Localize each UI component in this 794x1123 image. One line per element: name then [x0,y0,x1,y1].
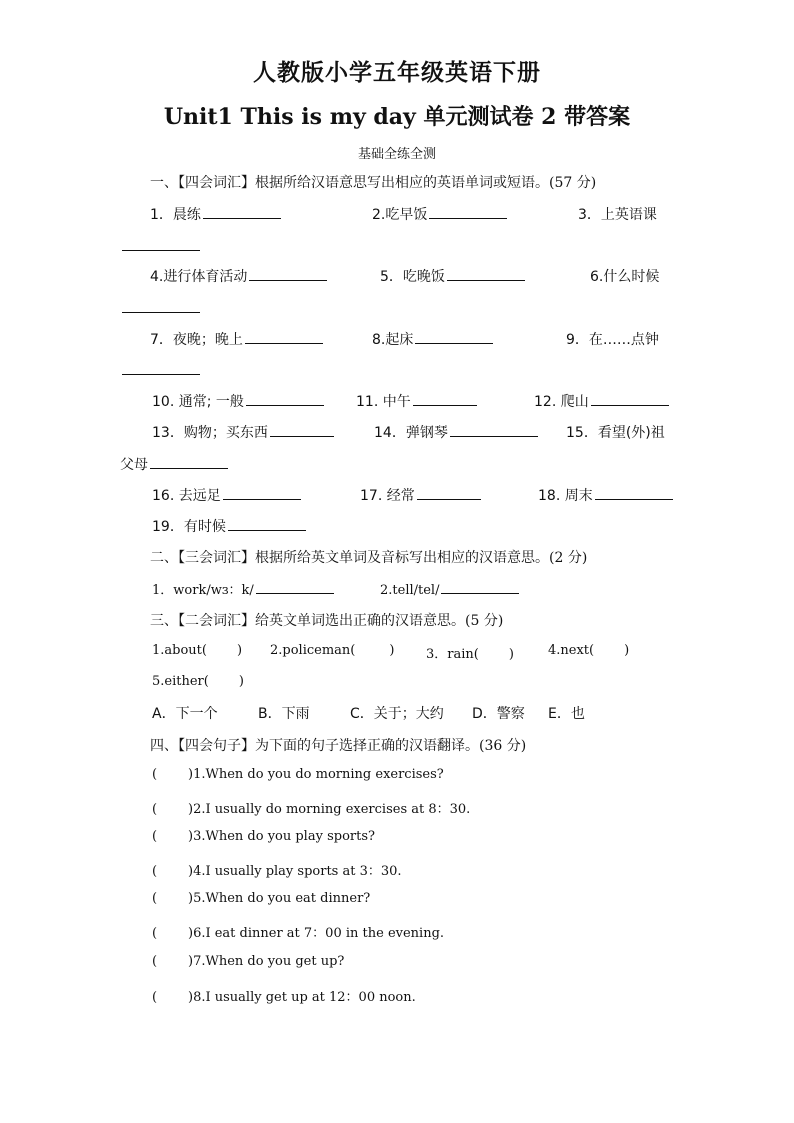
answer-slot[interactable]: ( [152,864,158,879]
answer-blank[interactable] [417,485,481,500]
vocab-item-2: 2.吃早饭 [372,204,507,224]
answer-slot[interactable]: ( [152,891,158,906]
answer-slot[interactable]: ( [152,990,158,1005]
answer-blank[interactable] [245,329,323,344]
answer-slot[interactable]: ( [152,767,158,782]
answer-blank[interactable] [441,579,519,594]
answer-blank[interactable] [413,391,477,406]
vocab-item-6: 6.什么时候 [590,269,660,285]
option-a: A．下一个 [152,706,218,722]
vocab-item-19: 19．有时候 [152,516,306,536]
answer-blank[interactable] [203,204,281,219]
vocab-item-3-blank [120,236,200,255]
answer-blank[interactable] [122,298,200,313]
option-c: C．关于；大约 [350,706,444,722]
sentence-question: ( )8.I usually get up at 12：00 noon. [152,990,416,1005]
vocab-item-18: 18. 周末 [538,485,673,505]
answer-blank[interactable] [246,391,324,406]
vocab-item-15-cont: 父母 [120,454,228,474]
match-item-5: 5.either( ) [152,674,244,689]
vocab-item-13: 13．购物；买东西 [152,422,334,442]
sentence-question: ( )6.I eat dinner at 7：00 in the evening. [152,926,445,941]
answer-slot[interactable]: ( [152,954,158,969]
vocab-item-8: 8.起床 [372,329,493,349]
section3-heading [150,610,503,630]
match-item-3: 3．rain( ) [426,647,514,662]
answer-blank[interactable] [450,422,538,437]
answer-slot[interactable]: ( [152,802,158,817]
phonetic-item-2: 2.tell/tel/ [380,579,519,598]
answer-blank[interactable] [223,485,301,500]
vocab-item-12: 12. 爬山 [534,391,669,411]
section2-heading [150,547,587,567]
match-item-4: 4.next( ) [548,643,630,658]
answer-blank[interactable] [591,391,669,406]
section3-heading-text: 三、【二会词汇】给英文单词选出正确的汉语意思。 [150,613,465,629]
section1-heading-text: 一、【四会词汇】根据所给汉语意思写出相应的英语单词或短语。 [150,175,549,191]
vocab-item-5: 5．吃晚饭 [380,266,525,286]
section2-heading-text: 二、【三会词汇】根据所给英文单词及音标写出相应的汉语意思。 [150,550,549,566]
vocab-item-9-blank [120,360,200,379]
section4-heading-text: 四、【四会句子】为下面的句子选择正确的汉语翻译。 [150,738,479,754]
vocab-item-6-blank [120,298,200,317]
vocab-item-10: 10. 通常; 一般 [152,391,324,411]
page-title: 人教版小学五年级英语下册 [253,60,541,86]
match-item-1: 1.about( ) [152,643,243,658]
vocab-item-3: 3．上英语课 [578,207,657,223]
match-item-2: 2.policeman( ) [270,643,395,658]
sentence-question: ( )7.When do you get up? [152,954,345,969]
option-e: E．也 [548,706,585,722]
answer-blank[interactable] [122,236,200,251]
answer-blank[interactable] [595,485,673,500]
answer-blank[interactable] [150,454,228,469]
unit-title: Unit1 This is my day 单元测试卷 2 带答案 [163,104,631,130]
section2-score: (2 分) [549,550,588,566]
vocab-item-14: 14．弹钢琴 [374,422,538,442]
vocab-item-9: 9．在……点钟 [566,332,659,348]
answer-blank[interactable] [122,360,200,375]
section3-score: (5 分) [465,613,504,629]
section1-score: (57 分) [549,175,597,191]
answer-blank[interactable] [249,266,327,281]
vocab-item-1: 1．晨练 [150,204,281,224]
vocab-item-17: 17. 经常 [360,485,481,505]
answer-blank[interactable] [256,579,334,594]
vocab-item-15: 15．看望(外)祖 [566,425,665,441]
vocab-item-4: 4.进行体育活动 [150,266,327,286]
section1-heading [150,172,596,192]
answer-blank[interactable] [228,516,306,531]
answer-blank[interactable] [270,422,334,437]
sentence-question: ( )5.When do you eat dinner? [152,891,371,906]
answer-blank[interactable] [429,204,507,219]
vocab-item-11: 11. 中午 [356,391,477,411]
phonetic-item-1: 1．work/wɜ：k/ [152,579,334,598]
answer-slot[interactable]: ( [152,926,158,941]
section4-heading [150,735,526,755]
subtitle: 基础全练全测 [357,147,436,162]
section4-score: (36 分) [479,738,527,754]
vocab-item-7: 7．夜晚；晚上 [150,329,323,349]
answer-slot[interactable]: ( [152,829,158,844]
sentence-question: ( )2.I usually do morning exercises at 8：30. [152,802,471,817]
sentence-question: ( )1.When do you do morning exercises? [152,767,444,782]
vocab-item-16: 16. 去远足 [152,485,301,505]
answer-blank[interactable] [447,266,525,281]
option-d: D．警察 [472,706,525,722]
option-b: B．下雨 [258,706,310,722]
sentence-question: ( )4.I usually play sports at 3：30. [152,864,402,879]
answer-blank[interactable] [415,329,493,344]
sentence-question: ( )3.When do you play sports? [152,829,375,844]
